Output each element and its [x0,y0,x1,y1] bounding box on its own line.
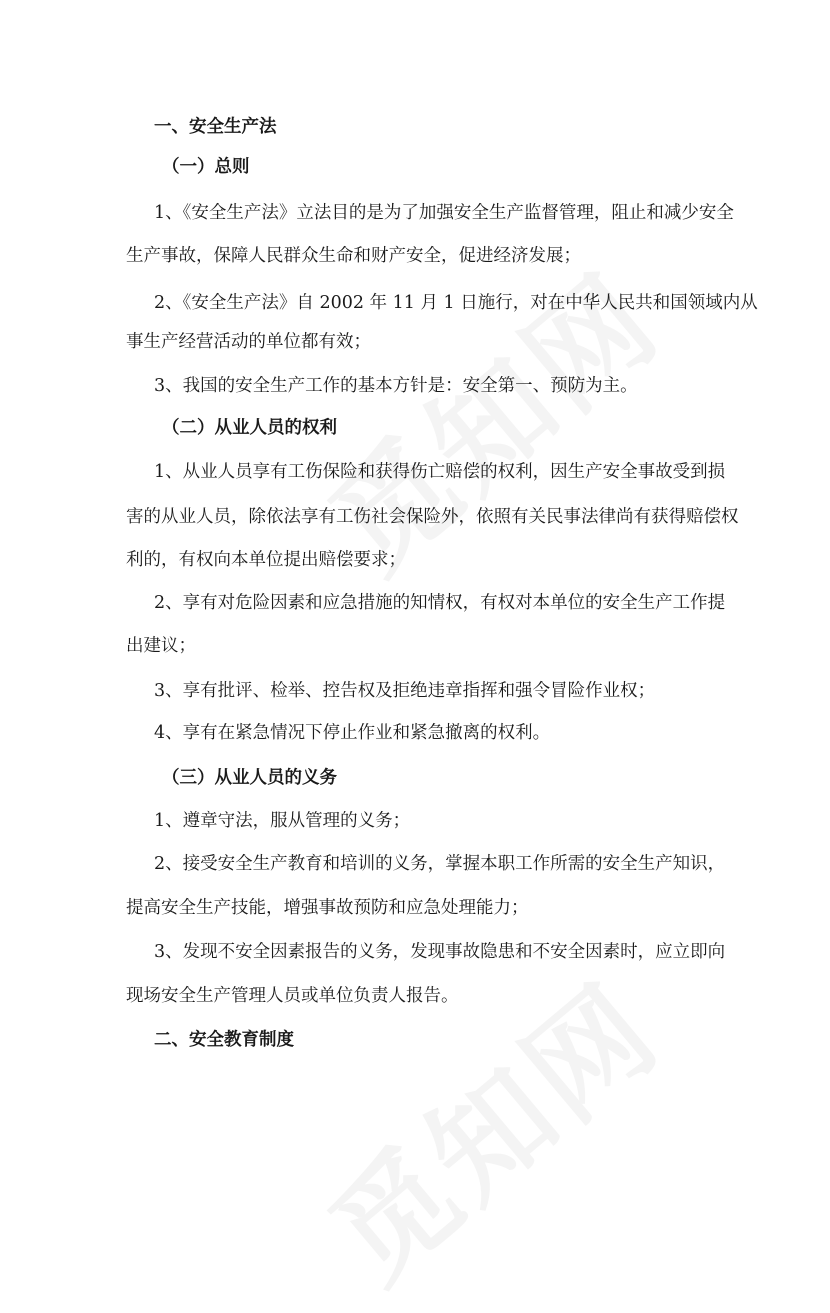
paragraph-line: 1、遵章守法，服从管理的义务； [154,811,411,831]
paragraph-line: 生产事故，保障人民群众生命和财产安全，促进经济发展； [126,246,581,266]
subsection-heading: （二）从业人员的权利 [162,418,337,438]
paragraph-line: 2、接受安全生产教育和培训的义务，掌握本职工作所需的安全生产知识， [154,854,726,874]
paragraph-line: 2、《安全生产法》自 2002 年 11 月 1 日施行，对在中华人民共和国领域内从 [154,293,758,313]
paragraph-line: 3、享有批评、检举、控告权及拒绝违章指挥和强令冒险作业权； [154,681,656,701]
paragraph-line: 事生产经营活动的单位都有效； [126,332,371,352]
paragraph-line: 4、享有在紧急情况下停止作业和紧急撤离的权利。 [154,723,551,743]
paragraph-line: 利的，有权向本单位提出赔偿要求； [126,550,406,570]
paragraph-line: 1、《安全生产法》立法目的是为了加强安全生产监督管理，阻止和减少安全 [154,203,734,223]
paragraph-line: 现场安全生产管理人员或单位负责人报告。 [126,986,459,1006]
section-heading: 一、安全生产法 [154,117,277,137]
paragraph-line: 1、从业人员享有工伤保险和获得伤亡赔偿的权利，因生产安全事故受到损 [154,462,726,482]
paragraph-line: 提高安全生产技能，增强事故预防和应急处理能力； [126,898,529,918]
watermark [289,229,689,604]
section-heading: 二、安全教育制度 [154,1030,294,1050]
subsection-heading: （一）总则 [162,157,250,177]
subsection-heading: （三）从业人员的义务 [162,768,337,788]
paragraph-line: 害的从业人员，除依法享有工伤社会保险外，依照有关民事法律尚有获得赔偿权 [126,507,739,527]
paragraph-line: 出建议； [126,636,196,656]
paragraph-line: 3、发现不安全因素报告的义务，发现事故隐患和不安全因素时，应立即向 [154,942,726,962]
paragraph-line: 3、我国的安全生产工作的基本方针是：安全第一、预防为主。 [154,376,638,396]
paragraph-line: 2、享有对危险因素和应急措施的知情权，有权对本单位的安全生产工作提 [154,593,726,613]
